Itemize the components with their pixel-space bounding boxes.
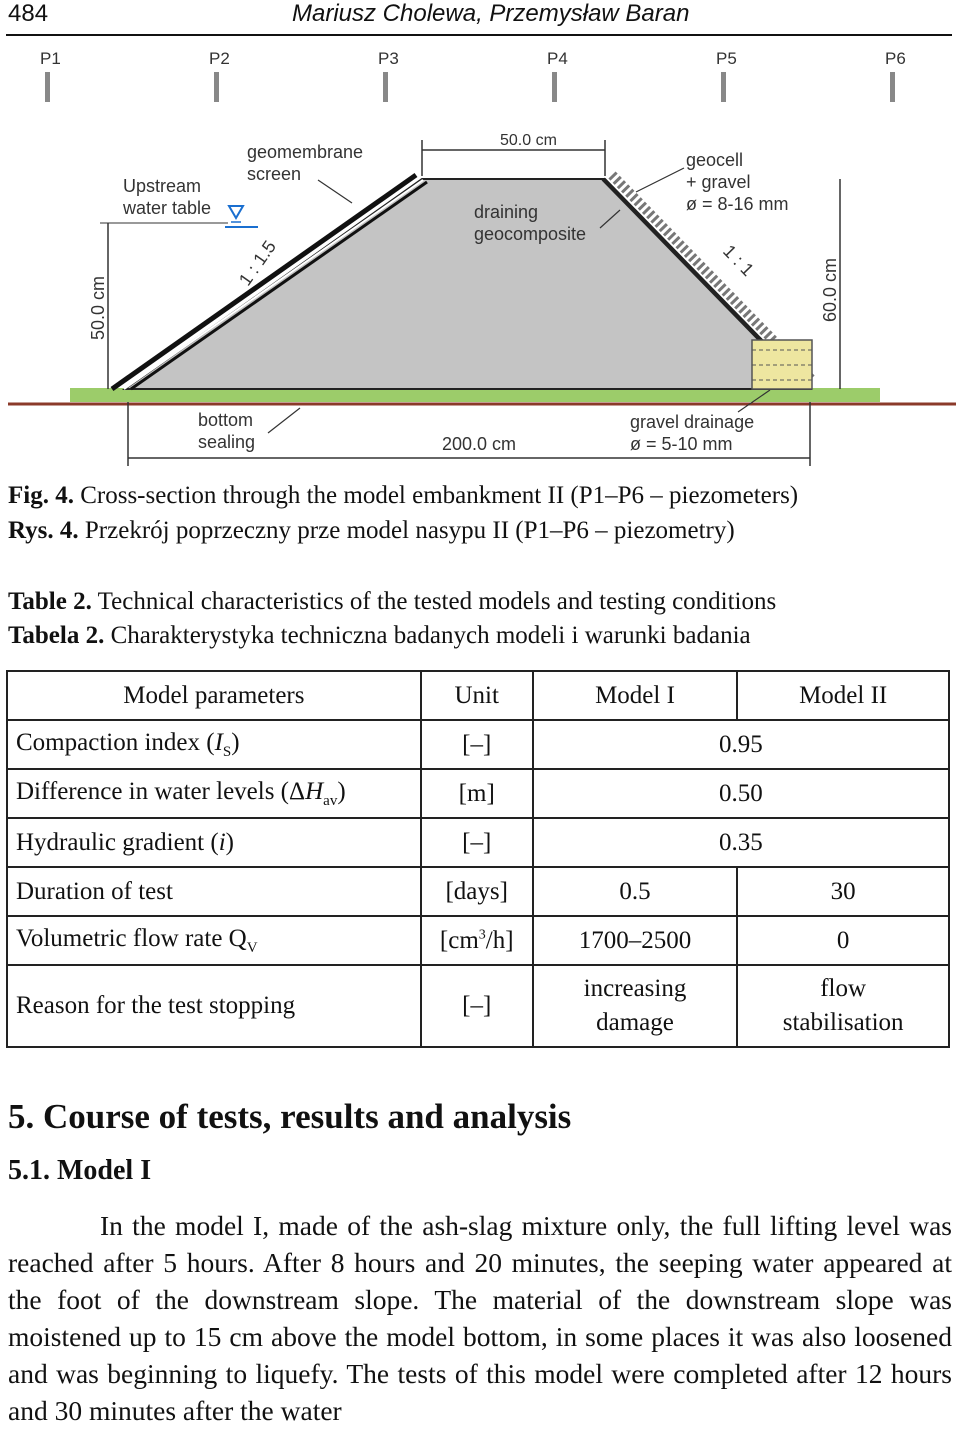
bottom-sealing-label: bottom <box>198 410 254 430</box>
geocell-label: ø = 8-16 mm <box>686 194 789 214</box>
draining-label: geocomposite <box>474 224 587 244</box>
piezometer-marker <box>214 72 219 102</box>
figure-svg <box>0 40 960 480</box>
param-text: Volumetric flow rate Q <box>16 924 247 952</box>
param-cell: Reason for the test stopping <box>7 965 421 1047</box>
downstream-slope-label: 1 : 1 <box>719 240 758 280</box>
piezometer-label: P6 <box>885 49 906 68</box>
model1-cell: 1700–2500 <box>533 916 738 965</box>
page-number: 484 <box>8 0 49 27</box>
cell-line: stabilisation <box>782 1009 904 1036</box>
bottom-sealing-leader <box>268 408 300 433</box>
table-row <box>7 965 949 1047</box>
param-cell: Duration of test <box>7 867 421 916</box>
draining-label: draining <box>474 202 539 222</box>
param-cell <box>7 916 421 965</box>
base-width-label: 200.0 cm <box>442 434 517 454</box>
param-cell <box>7 818 421 867</box>
unit-superscript: 3 <box>478 927 486 943</box>
table-row <box>7 916 949 965</box>
param-subscript: S <box>222 743 232 760</box>
piezometer-label: P2 <box>209 49 230 68</box>
piezometer-label: P3 <box>378 49 399 68</box>
piezometers <box>40 49 906 102</box>
unit-cell: [m] <box>421 769 533 818</box>
table-row <box>7 769 949 818</box>
table-row <box>7 867 949 916</box>
piezometer-marker <box>45 72 50 102</box>
upstream-slope-label: 1 : 1.5 <box>234 236 280 290</box>
geocell-label: + gravel <box>686 172 751 192</box>
model2-cell: 30 <box>737 867 949 916</box>
geocell-leader <box>636 168 684 192</box>
figure-caption-pl <box>8 517 735 545</box>
model1-cell <box>533 965 738 1047</box>
gravel-drainage-label: gravel drainage <box>630 412 755 432</box>
piezometer-marker <box>721 72 726 102</box>
model1-cell: 0.5 <box>533 867 738 916</box>
cell-line: flow <box>820 975 867 1002</box>
caption-text: Cross-section through the model embankment II (P1–P6 – piezometers) <box>80 482 799 509</box>
right-height-label: 60.0 cm <box>820 257 840 322</box>
model2-cell <box>737 965 949 1047</box>
ground-strip <box>70 388 880 402</box>
caption-label: Table 2. <box>8 588 92 615</box>
piezometer-marker <box>383 72 388 102</box>
caption-label: Fig. 4. <box>8 482 74 509</box>
param-variable: i <box>218 828 226 856</box>
water-table-icon <box>229 206 243 218</box>
param-text: ) <box>225 828 234 856</box>
param-delta: Δ <box>289 777 306 805</box>
unit-cell: [–] <box>421 818 533 867</box>
column-header: Model parameters <box>7 671 421 720</box>
piezometer-marker <box>890 72 895 102</box>
column-header: Model I <box>533 671 738 720</box>
piezometer-marker <box>552 72 557 102</box>
value-cell: 0.95 <box>533 720 949 769</box>
column-header: Model II <box>737 671 949 720</box>
param-subscript: V <box>246 939 258 956</box>
value-cell: 0.50 <box>533 769 949 818</box>
param-text: ) <box>337 777 346 805</box>
piezometer-label: P5 <box>716 49 737 68</box>
param-variable: I <box>214 728 223 756</box>
cell-line: damage <box>596 1009 674 1036</box>
bottom-sealing-label: sealing <box>198 432 256 452</box>
table-header-row <box>7 671 949 720</box>
figure-caption-en <box>8 482 798 510</box>
table-row <box>7 720 949 769</box>
unit-text: /h] <box>485 926 514 954</box>
param-text: ) <box>231 728 240 756</box>
piezometer-label: P4 <box>547 49 568 68</box>
unit-cell <box>421 916 533 965</box>
param-subscript: av <box>323 792 338 809</box>
geomembrane-label: geomembrane <box>247 142 364 162</box>
param-text: Compaction index ( <box>16 728 215 756</box>
param-variable: H <box>305 777 324 805</box>
unit-cell: [–] <box>421 720 533 769</box>
gravel-drainage-label: ø = 5-10 mm <box>630 434 733 454</box>
top-width-label: 50.0 cm <box>500 132 557 149</box>
table-caption-en <box>8 588 776 616</box>
caption-label: Rys. 4. <box>8 517 79 544</box>
geomembrane-label: screen <box>247 164 302 184</box>
header-rule <box>6 34 952 36</box>
page-header <box>0 0 960 40</box>
left-height-label: 50.0 cm <box>88 275 108 340</box>
subsection-heading: 5.1. Model I <box>8 1155 152 1186</box>
upstream-label: Upstream <box>123 176 202 196</box>
piezometer-label: P1 <box>40 49 61 68</box>
param-text: Difference in water levels ( <box>16 777 290 805</box>
model2-cell: 0 <box>737 916 949 965</box>
param-cell <box>7 720 421 769</box>
unit-text: [cm <box>439 926 479 954</box>
cell-line: increasing <box>583 975 687 1002</box>
table-row <box>7 818 949 867</box>
table-caption-pl <box>8 622 751 650</box>
body-paragraph: In the model I, made of the ash-slag mixture only, the full lifting level was reached after 5 hours. After 8 hours and 20 minutes, the seeping water appeared at the foot of the downstream slope. The material of the downstream slope was moistened up to 15 cm above the model bottom, in some places it was also loosened and was beginning to liquefy. The tests of this model were completed after 12 hours and 30 minutes after the water <box>8 1210 952 1426</box>
caption-text: Charakterystyka techniczna badanych modeli i warunki badania <box>110 622 751 649</box>
value-cell: 0.35 <box>533 818 949 867</box>
unit-cell: [days] <box>421 867 533 916</box>
running-head: Mariusz Cholewa, Przemysław Baran <box>292 0 690 27</box>
model-parameters-table <box>6 670 950 1048</box>
caption-label: Tabela 2. <box>8 622 105 649</box>
geomembrane-leader <box>318 180 352 203</box>
upstream-label: water table <box>123 198 212 218</box>
section-heading: 5. Course of tests, results and analysis <box>8 1097 572 1136</box>
caption-text: Technical characteristics of the tested models and testing conditions <box>97 588 777 615</box>
param-text: Hydraulic gradient ( <box>16 828 219 856</box>
caption-text: Przekrój poprzeczny prze model nasypu II (P1–P6 – piezometry) <box>84 517 735 544</box>
embankment-cross-section-figure <box>0 40 960 480</box>
unit-cell: [–] <box>421 965 533 1047</box>
column-header: Unit <box>421 671 533 720</box>
geocell-label: geocell <box>686 150 744 170</box>
param-cell <box>7 769 421 818</box>
